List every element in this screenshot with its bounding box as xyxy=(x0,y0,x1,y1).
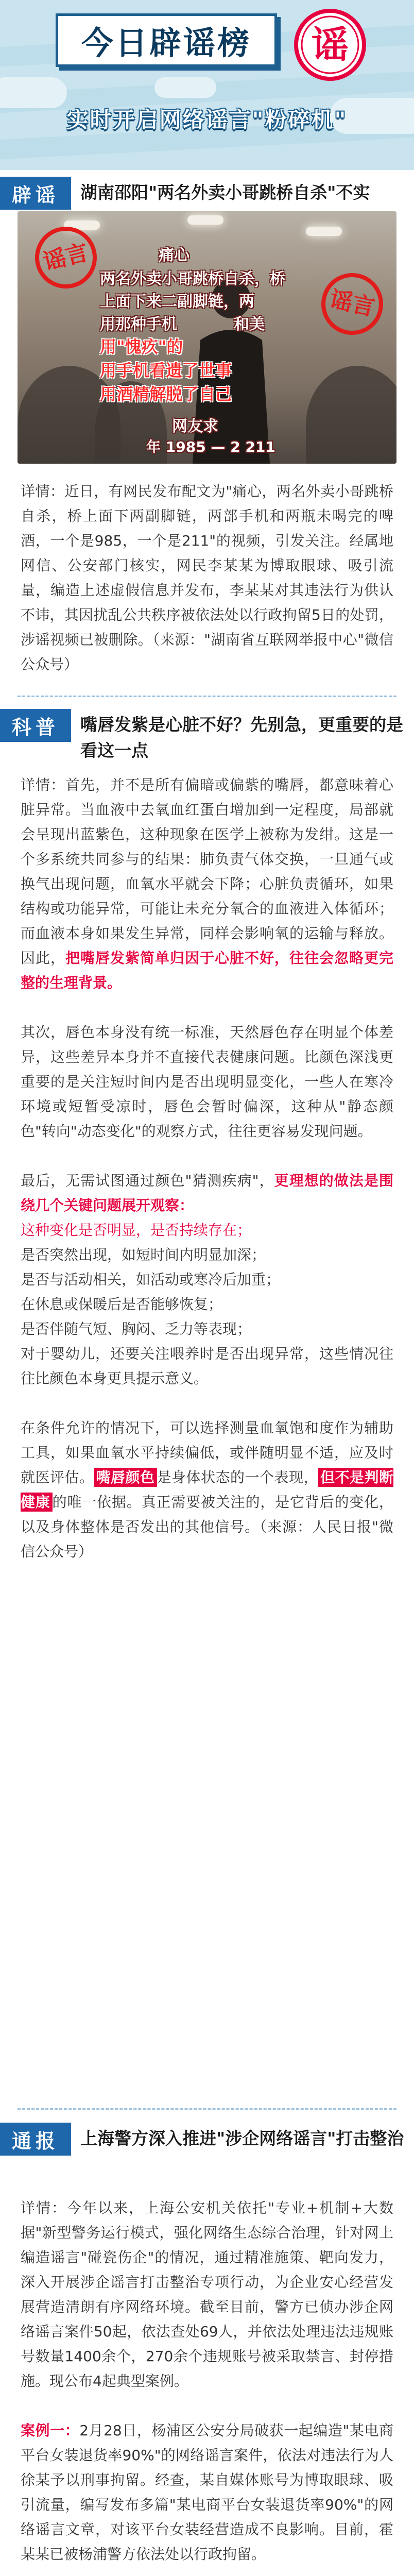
science-p3-highlight-2: 这种变化是否明显，是否持续存在； xyxy=(21,1222,252,1239)
science-p1-text: 详情：首先，并不是所有偏暗或偏紫的嘴唇，都意味着心脏异常。当血液中去氧血红蛋白增加到一定程度，局部就会呈现出蓝紫色，这种现象在医学上被称为发绀。这是一个多系统共同参与的结果：肺负责气体交换，一旦通气或换气出现问题，血氧水平就会下降；心脏负责循环，如果结构或功能异常，可能让未充分氧合的血液进入体循环；而血液本身如果发生异常，同样会影响氧的运输与释放。因此， xyxy=(21,776,393,967)
science-p3-item-a: 是否突然出现，如短时间内明显加深； xyxy=(21,1246,266,1263)
section-notice-head xyxy=(0,2123,414,2156)
section-notice-body xyxy=(21,2196,393,2576)
science-p3-item-d: 是否伴随气短、胸闷、乏力等表现； xyxy=(21,1320,252,1337)
science-p3-item-c: 在休息或保暖后是否能够恢复； xyxy=(21,1296,223,1313)
science-p4-text: 在条件允许的情况下，可以选择测量血氧饱和度作为辅助工具，如果血氧水平持续偏低，或伴随明显不适，应及时就医评估。 xyxy=(21,1419,393,1486)
seal-char: 谣 xyxy=(311,23,349,66)
section-tag-notice: 通报 xyxy=(0,2123,71,2156)
case-text: 2月28日，杨浦区公安分局破获一起编造"某电商平台女装退货率90%"的网络谣言案件，依法对违法行为人徐某予以刑事拘留。经查，某自媒体账号为博取眼球、吸引流量，编写发布多篇"某电商平台女装退货率90%"的网络谣言文章，对该平台女装经营造成不良影响。目前，霍某某已被杨浦警方依法处以行政拘留。 xyxy=(21,2422,393,2563)
science-paragraph-4 xyxy=(21,1416,393,1564)
science-p3-item-b: 是否与活动相关，如活动或寒冷后加重； xyxy=(21,1271,281,1288)
page-title: 今日辟谣榜 xyxy=(81,24,251,62)
section-tag-rumor: 辟谣 xyxy=(0,177,71,210)
science-paragraph-2: 其次，唇色本身没有统一标准，天然唇色存在明显个体差异，这些差异本身并不直接代表健康问题。比颜色深浅更重要的是关注短时间内是否出现明显变化，一些人在寒冷环境或短暂受凉时，唇色会暂时偏深，这种从"静态颜色"转向"动态变化"的观察方式，往往更容易发现问题。 xyxy=(21,1024,393,1140)
case-label: 案例一： xyxy=(21,2422,80,2439)
case-item xyxy=(21,2418,393,2567)
science-p3-item-e: 对于婴幼儿，还要关注喂养时是否出现异常，这些情况往往比颜色本身更具提示意义。 xyxy=(21,1345,393,1387)
section-rumor-heading: 湖南邵阳"两名外卖小哥跳桥自杀"不实 xyxy=(80,182,370,202)
photo-caption-2: 两名外卖小哥跳桥自杀，桥 xyxy=(100,270,285,288)
science-p4-mid: 是身体状态的一个表现， xyxy=(157,1469,318,1486)
rumor-stamp: 谣言 xyxy=(28,220,103,295)
science-p1-highlight: 把嘴唇发紫简单归因于心脏不好，往往会忽略更完整的生理背景。 xyxy=(21,950,393,991)
science-p4-highlight-1: 嘴唇颜色 xyxy=(94,1468,157,1487)
photo-caption-1: 痛心 xyxy=(159,246,189,264)
science-p3-text: 最后，无需试图通过颜色"猜测疾病"， xyxy=(21,1172,274,1189)
section-tag-science: 科普 xyxy=(0,709,71,742)
science-paragraph-1 xyxy=(21,773,393,995)
science-paragraph-3 xyxy=(21,1168,393,1391)
rumor-stamp-2: 谣言 xyxy=(316,267,389,341)
science-p4-end: 的唯一依据。真正需要被关注的，是它背后的变化，以及身体整体是否发出的其他信号。（来源：人民日报"微信公众号） xyxy=(21,1494,393,1560)
rumor-paragraph: 详情：近日，有网民发布配文为"痛心，两名外卖小哥跳桥自杀，桥上面下两副脚链，两部手机和两瓶未喝完的啤酒，一个是985，一个是211"的视频，引发关注。经属地网信、公安部门核实，网民李某某为博取眼球、吸引流量，编造上述虚假信息并发布，李某某对其违法行为供认不讳，其因扰乱公共秩序被依法处以行政拘留5日的处罚，涉谣视频已被删除。（来源："湖南省互联网举报中心"微信公众号） xyxy=(21,483,393,673)
photo-caption-5: 和美 xyxy=(234,315,265,333)
divider xyxy=(18,2108,396,2110)
rumor-photo xyxy=(18,211,396,464)
section-notice-heading: 上海警方深入推进"涉企网络谣言"打击整治 xyxy=(80,2128,404,2148)
science-p4-highlight-2: 但不是判断健康 xyxy=(21,1469,393,1511)
page-subtitle: 实时开启网络谣言"粉碎机" xyxy=(66,107,348,132)
page-title-box xyxy=(56,13,277,67)
section-science-body xyxy=(21,773,393,1564)
photo-caption-7: 用手机看遗了世事 xyxy=(100,361,232,380)
seal-icon xyxy=(291,6,369,83)
science-p3-highlight-1: 更理想的做法是围绕几个关键问题展开观察： xyxy=(21,1172,393,1214)
divider xyxy=(18,696,396,697)
header-banner xyxy=(0,0,414,170)
section-science-head xyxy=(0,709,414,764)
photo-caption-6: 用"愧疚"的 xyxy=(100,337,183,357)
photo-caption-3: 上面下来二副脚链，两 xyxy=(100,293,254,311)
photo-caption-10: 年 1985 — 2 211 xyxy=(146,438,275,455)
photo-caption-8: 用酒精解脱了自己 xyxy=(100,384,232,404)
section-rumor-head xyxy=(0,177,414,210)
photo-caption-4: 用那种手机 xyxy=(100,315,177,333)
photo-caption-9: 网友求 xyxy=(172,417,218,435)
notice-intro: 详情：今年以来，上海公安机关依托"专业+机制+大数据"新型警务运行模式，强化网络生态综合治理，针对网上编造谣言"碰瓷伤企"的情况，通过精准施策、靶向发力，深入开展涉企谣言打击整治专项行动，为企业安心经营发展营造清朗有序网络环境。截至目前，警方已侦办涉企网络谣言案件50起，依法查处69人，并依法处理违法违规账号数量1400余个，270余个违规账号被采取禁言、封停措施。现公布4起典型案例。 xyxy=(21,2199,393,2389)
section-science-heading: 嘴唇发紫是心脏不好？先别急，更重要的是看这一点 xyxy=(80,715,403,760)
section-rumor-body xyxy=(21,479,393,677)
